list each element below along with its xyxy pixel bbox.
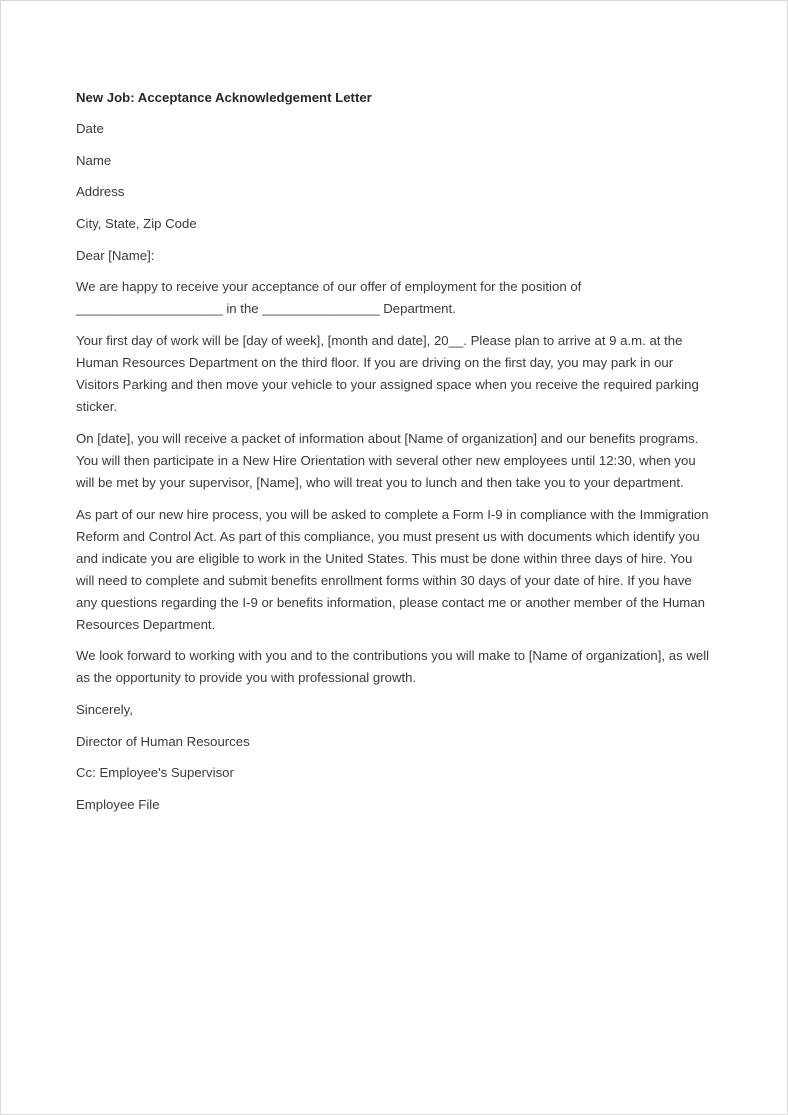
paragraph-line: Visitors Parking and then move your vehicle to your assigned space when you receive the required parking	[76, 377, 699, 393]
paragraph-line: As part of our new hire process, you will be asked to complete a Form I-9 in compliance with the Immigration	[76, 506, 709, 522]
paragraph-new-hire-process	[76, 504, 726, 636]
letter-title: New Job: Acceptance Acknowledgement Letter	[76, 90, 372, 105]
paragraph-line: Resources Department.	[76, 616, 216, 632]
paragraph-orientation	[76, 428, 726, 494]
letter-body	[76, 87, 726, 826]
paragraph-line: Your first day of work will be [day of week], [month and date], 20__. Please plan to arrive at 9 a.m. at the	[76, 333, 683, 349]
paragraph-line: as the opportunity to provide you with professional growth.	[76, 670, 417, 686]
paragraph-line: ____________________ in the ________________ Department.	[76, 301, 456, 317]
paragraph-position	[76, 276, 726, 320]
signature-title: Director of Human Resources	[76, 733, 250, 749]
paragraph-line: will need to complete and submit benefits enrollment forms within 30 days of your date of hire. If you have	[76, 572, 692, 588]
paragraph-closing-remarks	[76, 645, 726, 689]
city-state-zip-line: City, State, Zip Code	[76, 216, 197, 232]
paragraph-line: will be met by your supervisor, [Name], who will treat you to lunch and then take you to your department.	[76, 474, 684, 490]
paragraph-line: Reform and Control Act. As part of this compliance, you must present us with documents which identify you	[76, 528, 700, 544]
salutation: Dear [Name]:	[76, 247, 155, 263]
paragraph-line: sticker.	[76, 399, 118, 415]
paragraph-line: On [date], you will receive a packet of information about [Name of organization] and our benefits programs.	[76, 430, 699, 446]
name-line: Name	[76, 152, 112, 168]
cc-line: Cc: Employee's Supervisor	[76, 765, 234, 781]
address-line: Address	[76, 184, 125, 200]
closing: Sincerely,	[76, 701, 133, 717]
paragraph-line: any questions regarding the I-9 or benefits information, please contact me or another member of the Human	[76, 594, 705, 610]
paragraph-line: and indicate you are eligible to work in the United States. This must be done within three days of hire. You	[76, 550, 693, 566]
paragraph-first-day	[76, 330, 726, 418]
paragraph-line: Human Resources Department on the third floor. If you are driving on the first day, you may park in our	[76, 355, 674, 371]
file-line: Employee File	[76, 796, 160, 812]
paragraph-line: You will then participate in a New Hire Orientation with several other new employees until 12:30, when you	[76, 452, 696, 468]
date-line: Date	[76, 121, 104, 136]
paragraph-line: We look forward to working with you and to the contributions you will make to [Name of organization], as well	[76, 648, 710, 664]
paragraph-line: We are happy to receive your acceptance of our offer of employment for the position of	[76, 279, 582, 295]
